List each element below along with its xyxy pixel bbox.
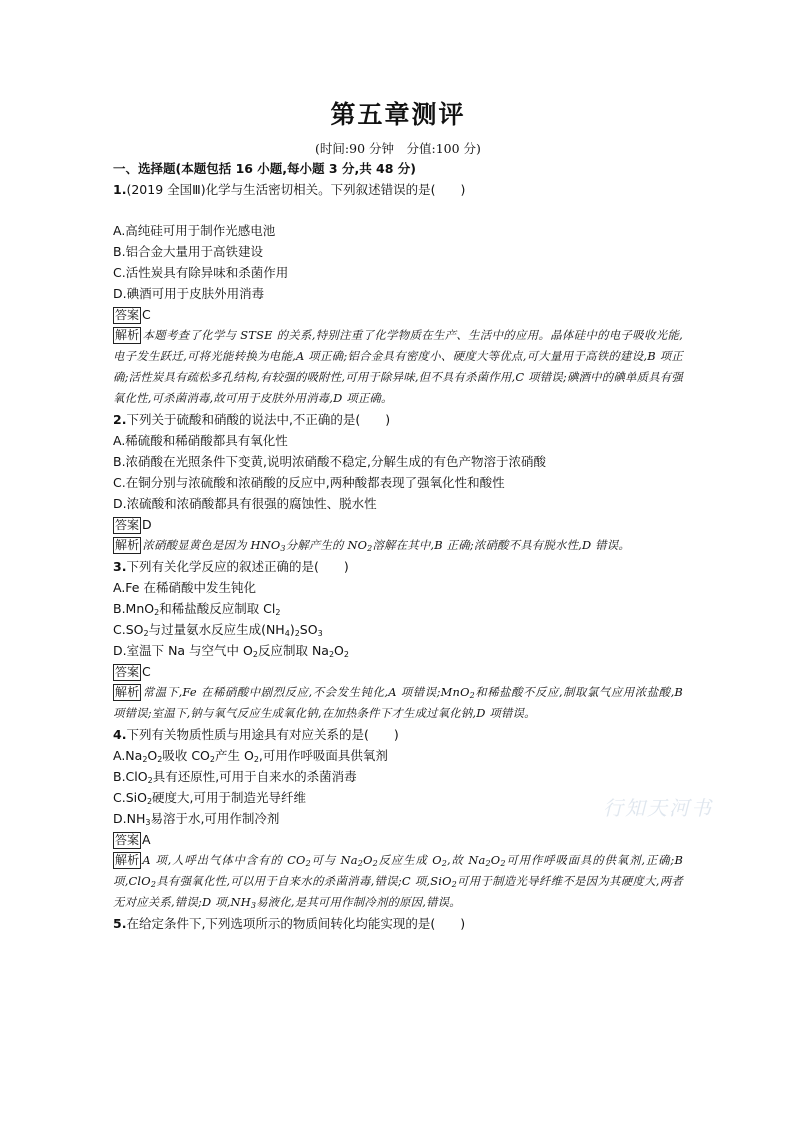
option-text: O bbox=[334, 643, 344, 658]
watermark: 行知天河书 bbox=[603, 796, 713, 820]
answer-line bbox=[113, 304, 683, 325]
option-text: 产生 O bbox=[215, 748, 254, 763]
question-stem: 下列关于硫酸和硝酸的说法中,不正确的是( ) bbox=[126, 412, 391, 427]
analysis-block bbox=[113, 850, 683, 913]
option-b: B.铝合金大量用于高铁建设 bbox=[113, 244, 264, 259]
analysis-text: 本题考查了化学与 STSE 的关系,特别注重了化学物质在生产、生活中的应用。晶体硅中的电子吸收光能,电子发生跃迁,可将光能转换为电能,A 项正确;铝合金具有密度小、硬度大等优点,可大量用于高铁的建设,B 项正确;活性炭具有疏松多孔结构,有较强的吸附性,可用于除异味,但不具有杀菌作用,C 项错误;碘酒中的碘单质具有强氧化性,可杀菌消毒,故可用于皮肤外用消毒,D 项正确。 bbox=[113, 328, 683, 405]
answer-value: A bbox=[142, 832, 151, 847]
analysis-text: O bbox=[363, 853, 373, 867]
subscript: 2 bbox=[485, 859, 491, 868]
answer-value: D bbox=[142, 517, 152, 532]
analysis-text: A 项,人呼出气体中含有的 CO bbox=[142, 853, 306, 867]
analysis-tag: 解析 bbox=[115, 685, 140, 699]
analysis-text: 可与 Na bbox=[310, 853, 358, 867]
question-1 bbox=[113, 179, 683, 200]
analysis-text: 易液化,是其可用作制冷剂的原因,错误。 bbox=[256, 895, 461, 909]
analysis-block bbox=[113, 535, 683, 556]
option-text: A.Na bbox=[113, 748, 143, 763]
question-4 bbox=[113, 724, 683, 745]
document-page bbox=[113, 98, 683, 934]
subscript: 2 bbox=[372, 859, 378, 868]
question-number: 3. bbox=[113, 559, 127, 574]
option-text: 吸收 CO bbox=[162, 748, 210, 763]
analysis-tag: 解析 bbox=[115, 853, 140, 867]
analysis-text: 溶解在其中,B 正确;浓硝酸不具有脱水性,D 错误。 bbox=[372, 538, 630, 552]
section-heading bbox=[113, 159, 683, 179]
option-text: ,可用作呼吸面具供氧剂 bbox=[258, 748, 388, 763]
question-stem: 下列有关物质性质与用途具有对应关系的是( ) bbox=[126, 727, 399, 742]
answer-tag: 答案 bbox=[115, 518, 140, 532]
subscript: 2 bbox=[157, 755, 163, 764]
answer-value: C bbox=[142, 307, 151, 322]
option-text: B.ClO bbox=[113, 769, 148, 784]
analysis-block bbox=[113, 682, 683, 724]
option-text: 硬度大,可用于制造光导纤维 bbox=[152, 790, 307, 805]
answer-tag: 答案 bbox=[115, 833, 140, 847]
analysis-tag: 解析 bbox=[115, 538, 140, 552]
subscript: 2 bbox=[146, 797, 153, 806]
subscript: 2 bbox=[294, 629, 300, 638]
option-text: C.SO bbox=[113, 622, 144, 637]
answer-line bbox=[113, 829, 683, 850]
option-text: 具有还原性,可用于自来水的杀菌消毒 bbox=[152, 769, 357, 784]
subscript: 3 bbox=[280, 544, 286, 553]
option-text: ) bbox=[289, 622, 295, 637]
question-number: 4. bbox=[113, 727, 127, 742]
subscript: 3 bbox=[317, 629, 323, 638]
option-b: B.浓硝酸在光照条件下变黄,说明浓硝酸不稳定,分解生成的有色产物溶于浓硝酸 bbox=[113, 454, 546, 469]
subscript: 2 bbox=[209, 755, 215, 764]
question-3 bbox=[113, 556, 683, 577]
section-heading-text: 一、选择题(本题包括 16 小题,每小题 3 分,共 48 分) bbox=[113, 161, 417, 176]
subscript: 2 bbox=[252, 650, 258, 659]
option-c bbox=[113, 619, 683, 640]
analysis-text: O bbox=[490, 853, 501, 867]
option-a: A.Fe 在稀硝酸中发生钝化 bbox=[113, 580, 256, 595]
option-text: C.SiO bbox=[113, 790, 147, 805]
option-d bbox=[113, 640, 683, 661]
subscript: 2 bbox=[143, 629, 149, 638]
subscript: 2 bbox=[275, 608, 281, 617]
option-text: 反应制取 Na bbox=[257, 643, 329, 658]
subscript: 2 bbox=[147, 776, 153, 785]
analysis-block bbox=[113, 325, 683, 409]
option-c: C.在铜分别与浓硫酸和浓硝酸的反应中,两种酸都表现了强氧化性和酸性 bbox=[113, 475, 505, 490]
analysis-text: 分解产生的 NO bbox=[285, 538, 368, 552]
subscript: 2 bbox=[357, 859, 364, 868]
option-text: B.MnO bbox=[113, 601, 155, 616]
subscript: 2 bbox=[142, 755, 148, 764]
option-a bbox=[113, 745, 683, 766]
page-subtitle: (时间:90 分钟 分值:100 分) bbox=[315, 141, 481, 156]
question-number: 5. bbox=[113, 916, 127, 931]
option-a: A.高纯硅可用于制作光感电池 bbox=[113, 223, 276, 238]
answer-tag: 答案 bbox=[115, 665, 140, 679]
option-text: D.室温下 Na 与空气中 O bbox=[113, 643, 253, 658]
option-text: 与过量氨水反应生成(NH bbox=[148, 622, 285, 637]
subscript: 2 bbox=[500, 859, 506, 868]
question-stem: 下列有关化学反应的叙述正确的是( ) bbox=[126, 559, 349, 574]
answer-line bbox=[113, 514, 683, 535]
option-a: A.稀硫酸和稀硝酸都具有氧化性 bbox=[113, 433, 288, 448]
subscript: 2 bbox=[469, 691, 475, 700]
question-number: 1. bbox=[113, 182, 127, 197]
analysis-text: 浓硝酸显黄色是因为 HNO bbox=[142, 538, 281, 552]
subscript: 2 bbox=[441, 859, 448, 868]
answer-value: C bbox=[142, 664, 151, 679]
subscript: 2 bbox=[367, 544, 373, 553]
answer-line bbox=[113, 661, 683, 682]
question-2 bbox=[113, 409, 683, 430]
option-text: 和稀盐酸反应制取 Cl bbox=[159, 601, 276, 616]
option-c: C.活性炭具有除异味和杀菌作用 bbox=[113, 265, 289, 280]
option-text: O bbox=[147, 748, 158, 763]
option-d: D.浓硫酸和浓硝酸都具有很强的腐蚀性、脱水性 bbox=[113, 496, 377, 511]
analysis-text: 可用于制造光导纤维不是因为其硬度大,两者无对应关系,错误;D 项,NH bbox=[113, 874, 683, 909]
option-b bbox=[113, 598, 683, 619]
analysis-text: 和稀盐酸不反应,制取氯气应用浓盐酸,B 项错误;室温下,钠与氧气反应生成氧化钠,在加热条件下才生成过氧化钠,D 项错误。 bbox=[113, 685, 683, 720]
analysis-text: ,故 Na bbox=[447, 853, 486, 867]
subscript: 2 bbox=[150, 880, 157, 889]
option-text: 易溶于水,可用作制冷剂 bbox=[150, 811, 280, 826]
subscript: 2 bbox=[328, 650, 335, 659]
option-c bbox=[113, 787, 683, 808]
subscript: 2 bbox=[154, 608, 160, 617]
analysis-text: 反应生成 O bbox=[377, 853, 442, 867]
analysis-text: 具有强氧化性,可以用于自来水的杀菌消毒,错误;C 项,SiO bbox=[156, 874, 452, 888]
option-d: D.碘酒可用于皮肤外用消毒 bbox=[113, 286, 265, 301]
page-title: 第五章测评 bbox=[330, 100, 466, 129]
analysis-text: 常温下,Fe 在稀硝酸中剧烈反应,不会发生钝化,A 项错误;MnO bbox=[142, 685, 470, 699]
answer-tag: 答案 bbox=[115, 308, 140, 322]
subscript: 4 bbox=[284, 629, 290, 638]
option-d bbox=[113, 808, 683, 829]
subscript: 3 bbox=[145, 818, 151, 827]
question-stem: 在给定条件下,下列选项所示的物质间转化均能实现的是( ) bbox=[126, 916, 466, 931]
subscript: 3 bbox=[250, 901, 257, 910]
question-stem: (2019 全国Ⅲ)化学与生活密切相关。下列叙述错误的是( ) bbox=[126, 182, 466, 197]
subscript: 2 bbox=[343, 650, 349, 659]
analysis-text: 可用作呼吸面具的供氧剂,正确;B 项,ClO bbox=[113, 853, 684, 888]
option-text: D.NH bbox=[113, 811, 146, 826]
option-b bbox=[113, 766, 683, 787]
question-5 bbox=[113, 913, 683, 934]
subscript: 2 bbox=[305, 859, 311, 868]
subscript: 2 bbox=[253, 755, 259, 764]
analysis-tag: 解析 bbox=[115, 328, 140, 342]
option-text: SO bbox=[299, 622, 318, 637]
subscript: 2 bbox=[451, 880, 457, 889]
question-number: 2. bbox=[113, 412, 127, 427]
